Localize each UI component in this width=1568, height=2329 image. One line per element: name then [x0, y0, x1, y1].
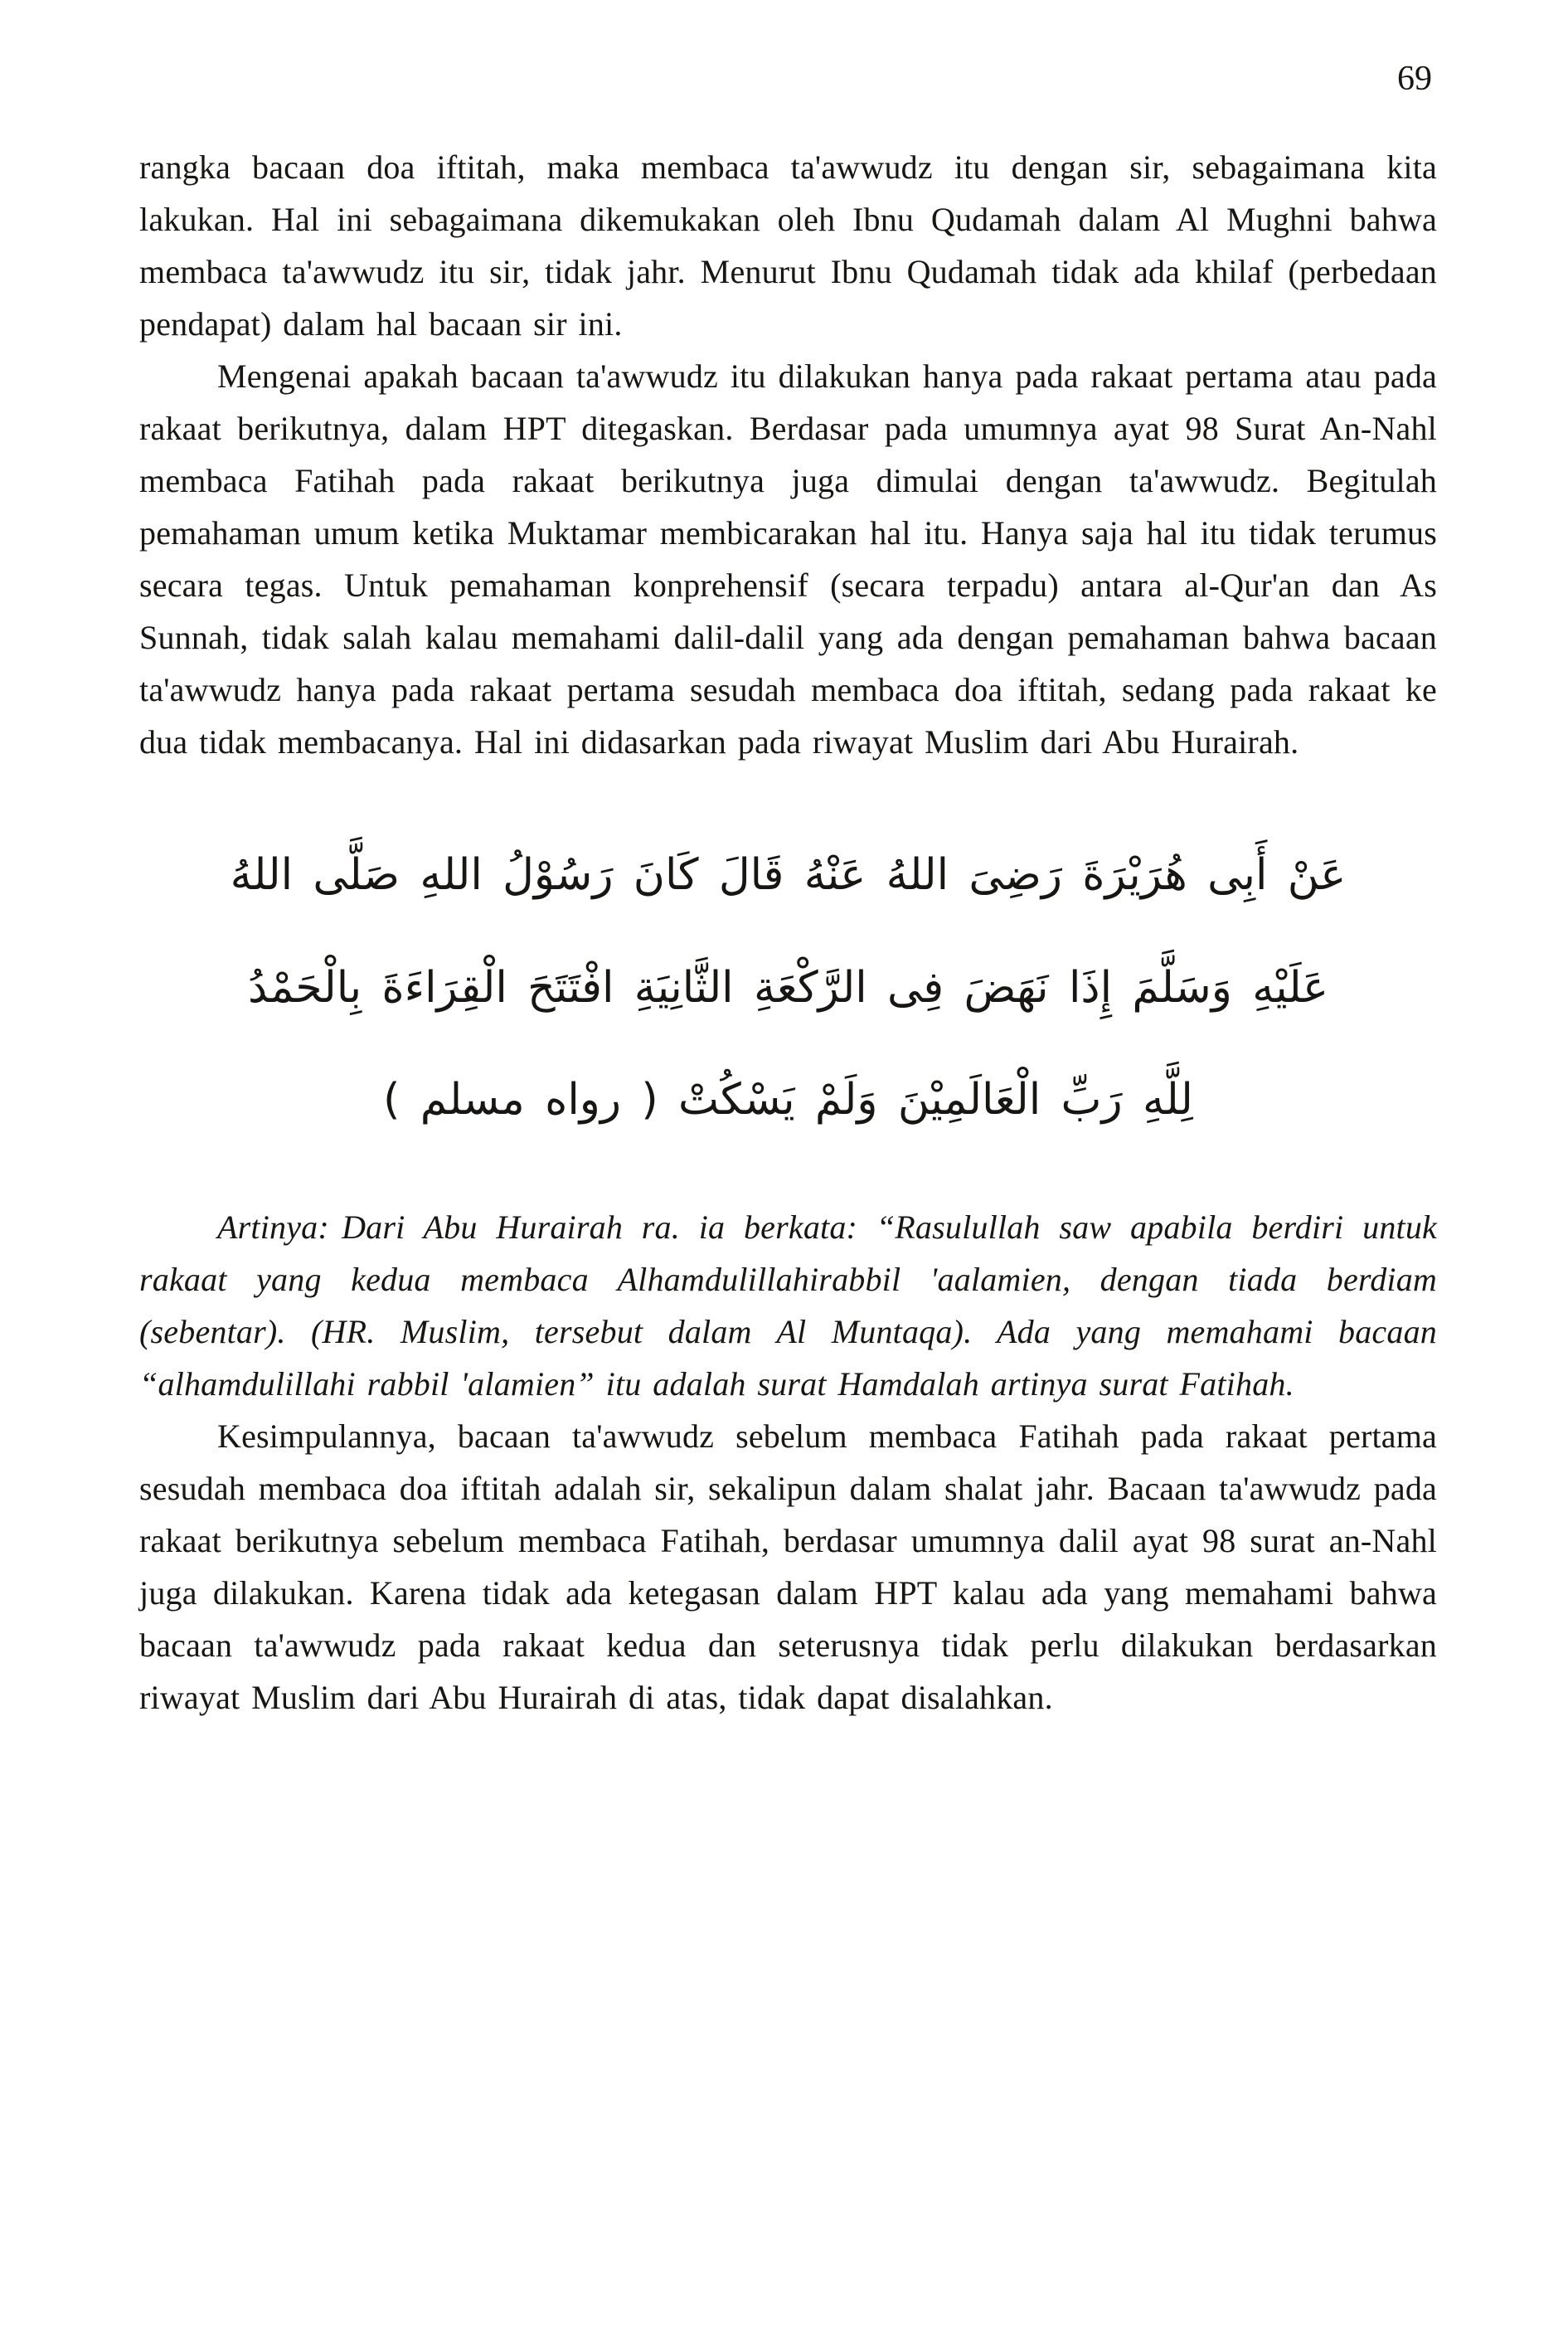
- paragraph-conclusion: Kesimpulannya, bacaan ta'awwudz sebelum membaca Fatihah pada rakaat pertama sesudah membaca doa iftitah adalah sir, sekalipun dalam shalat jahr. Bacaan ta'awwudz pada rakaat berikutnya sebelum membaca Fatihah, berdasar umumnya dalil ayat 98 surat an-Nahl juga dilakukan. Karena tidak ada ketegasan dalam HPT kalau ada yang memahami bahwa bacaan ta'awwudz pada rakaat kedua dan seterusnya tidak perlu dilakukan berdasarkan riwayat Muslim dari Abu Hurairah di atas, tidak dapat disalahkan.: [139, 1417, 1437, 1716]
- artinya-label: Artinya:: [217, 1208, 329, 1246]
- page-number: 69: [1397, 60, 1432, 98]
- arabic-hadith-line-1: عَنْ أَبِى هُرَيْرَةَ رَضِىَ اللهُ عَنْهُ قَالَ كَانَ رَسُوْلُ اللهِ صَلَّى اللهُ: [230, 850, 1347, 901]
- arabic-hadith-line-2: عَلَيْهِ وَسَلَّمَ إِذَا نَهَضَ فِى الرَّكْعَةِ الثَّانِيَةِ افْتَتَحَ الْقِرَاءَةَ بِالْحَمْدُ: [247, 962, 1329, 1013]
- arabic-hadith-block: [164, 819, 1412, 1156]
- paragraph-opening: rangka bacaan doa iftitah, maka membaca ta'awwudz itu dengan sir, sebagaimana kita lakukan. Hal ini sebagaimana dikemukakan oleh Ibnu Qudamah dalam Al Mughni bahwa membaca ta'awwudz itu sir, tidak jahr. Menurut Ibnu Qudamah tidak ada khilaf (perbedaan pendapat) dalam hal bacaan sir ini.: [139, 148, 1437, 343]
- arabic-hadith-line-3: لِلَّهِ رَبِّ الْعَالَمِيْنَ وَلَمْ يَسْكُتْ ( رواه مسلم ): [383, 1074, 1193, 1125]
- paragraph-discussion: Mengenai apakah bacaan ta'awwudz itu dilakukan hanya pada rakaat pertama atau pada rakaat berikutnya, dalam HPT ditegaskan. Berdasar pada umumnya ayat 98 Surat An-Nahl membaca Fatihah pada rakaat berikutnya juga dimulai dengan ta'awwudz. Begitulah pemahaman umum ketika Muktamar membicarakan hal itu. Hanya saja hal itu tidak terumus secara tegas. Untuk pemahaman konprehensif (secara terpadu) antara al-Qur'an dan As Sunnah, tidak salah kalau memahami dalil-dalil yang ada dengan pemahaman bahwa bacaan ta'awwudz hanya pada rakaat pertama sesudah membaca doa iftitah, sedang pada rakaat ke dua tidak membacanya. Hal ini didasarkan pada riwayat Muslim dari Abu Hurairah.: [139, 357, 1437, 761]
- translation-text: Dari Abu Hurairah ra. ia berkata: “Rasulullah saw apabila berdiri untuk rakaat yang kedua membaca Alhamdulillahirabbil 'aalamien, dengan tiada berdiam (sebentar). (HR. Muslim, tersebut dalam Al Muntaqa). Ada yang memahami bacaan “alhamdulillahi rabbil 'alamien” itu adalah surat Hamdalah artinya surat Fatihah.: [139, 1208, 1437, 1403]
- translation-paragraph: [139, 1201, 1437, 1410]
